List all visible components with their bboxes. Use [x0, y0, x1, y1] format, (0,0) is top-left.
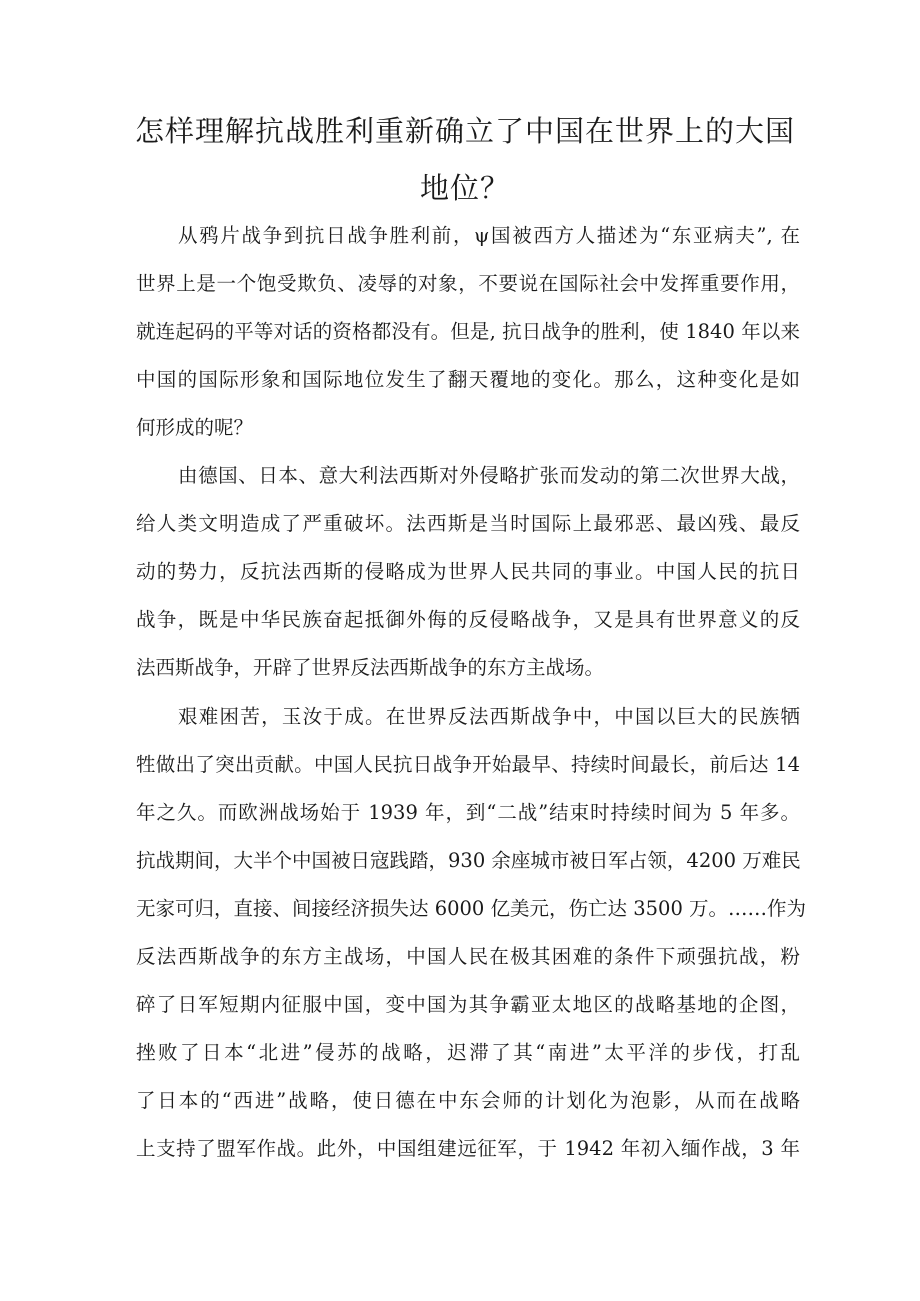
body-line: 反法西斯战争的东方主战场，中国人民在极其困难的条件下顽强抗战，粉 [136, 945, 800, 968]
body-line: 由德国、日本、意大利法西斯对外侵略扩张而发动的第二次世界大战， [178, 464, 800, 487]
body-line: 无家可归，直接、间接经济损失达 6000 亿美元，伤亡达 3500 万。……作为 [136, 897, 807, 920]
body-line: 碎了日军短期内征服中国，变中国为其争霸亚太地区的战略基地的企图， [136, 993, 800, 1016]
body-line: 挫败了日本“北进”侵苏的战略，迟滞了其“南进”太平洋的步伐，打乱 [136, 1041, 800, 1064]
body-line: 了日本的“西进”战略，使日德在中东会师的计划化为泡影，从而在战略 [136, 1089, 800, 1112]
body-line: 抗战期间，大半个中国被日寇践踏，930 余座城市被日军占领，4200 万难民 [136, 849, 801, 872]
body-line: 上支持了盟军作战。此外，中国组建远征军，于 1942 年初入缅作战，3 年 [136, 1137, 800, 1160]
body-line: 艰难困苦，玉汝于成。在世界反法西斯战争中，中国以巨大的民族牺 [178, 705, 800, 728]
body-line: 战争，既是中华民族奋起抵御外侮的反侵略战争，又是具有世界意义的反 [136, 608, 800, 631]
body-line: 动的势力，反抗法西斯的侵略成为世界人民共同的事业。中国人民的抗日 [136, 560, 800, 583]
body-line: 世界上是一个饱受欺负、凌辱的对象，不要说在国际社会中发挥重要作用， [136, 272, 800, 295]
body-line: 何形成的呢？ [136, 416, 254, 439]
body-line: 就连起码的平等对话的资格都没有。但是, 抗日战争的胜利，使 1840 年以来 [136, 320, 800, 343]
body-line: 牲做出了突出贡献。中国人民抗日战争开始最早、持续时间最长，前后达 14 [136, 753, 800, 776]
document-title-line-1: 怎样理解抗战胜利重新确立了中国在世界上的大国 [134, 114, 795, 148]
body-line: 给人类文明造成了严重破坏。法西斯是当时国际上最邪恶、最凶残、最反 [136, 512, 800, 535]
body-line: 中国的国际形象和国际地位发生了翻天覆地的变化。那么，这种变化是如 [136, 368, 800, 391]
body-line: 法西斯战争，开辟了世界反法西斯战争的东方主战场。 [136, 656, 605, 679]
document-title-line-2: 地位？ [419, 171, 510, 205]
body-line: 年之久。而欧洲战场始于 1939 年，到“二战”结束时持续时间为 5 年多。 [136, 801, 800, 824]
body-line: 从鸦片战争到抗日战争胜利前，ψ国被西方人描述为“东亚病夫”, 在 [178, 224, 800, 247]
